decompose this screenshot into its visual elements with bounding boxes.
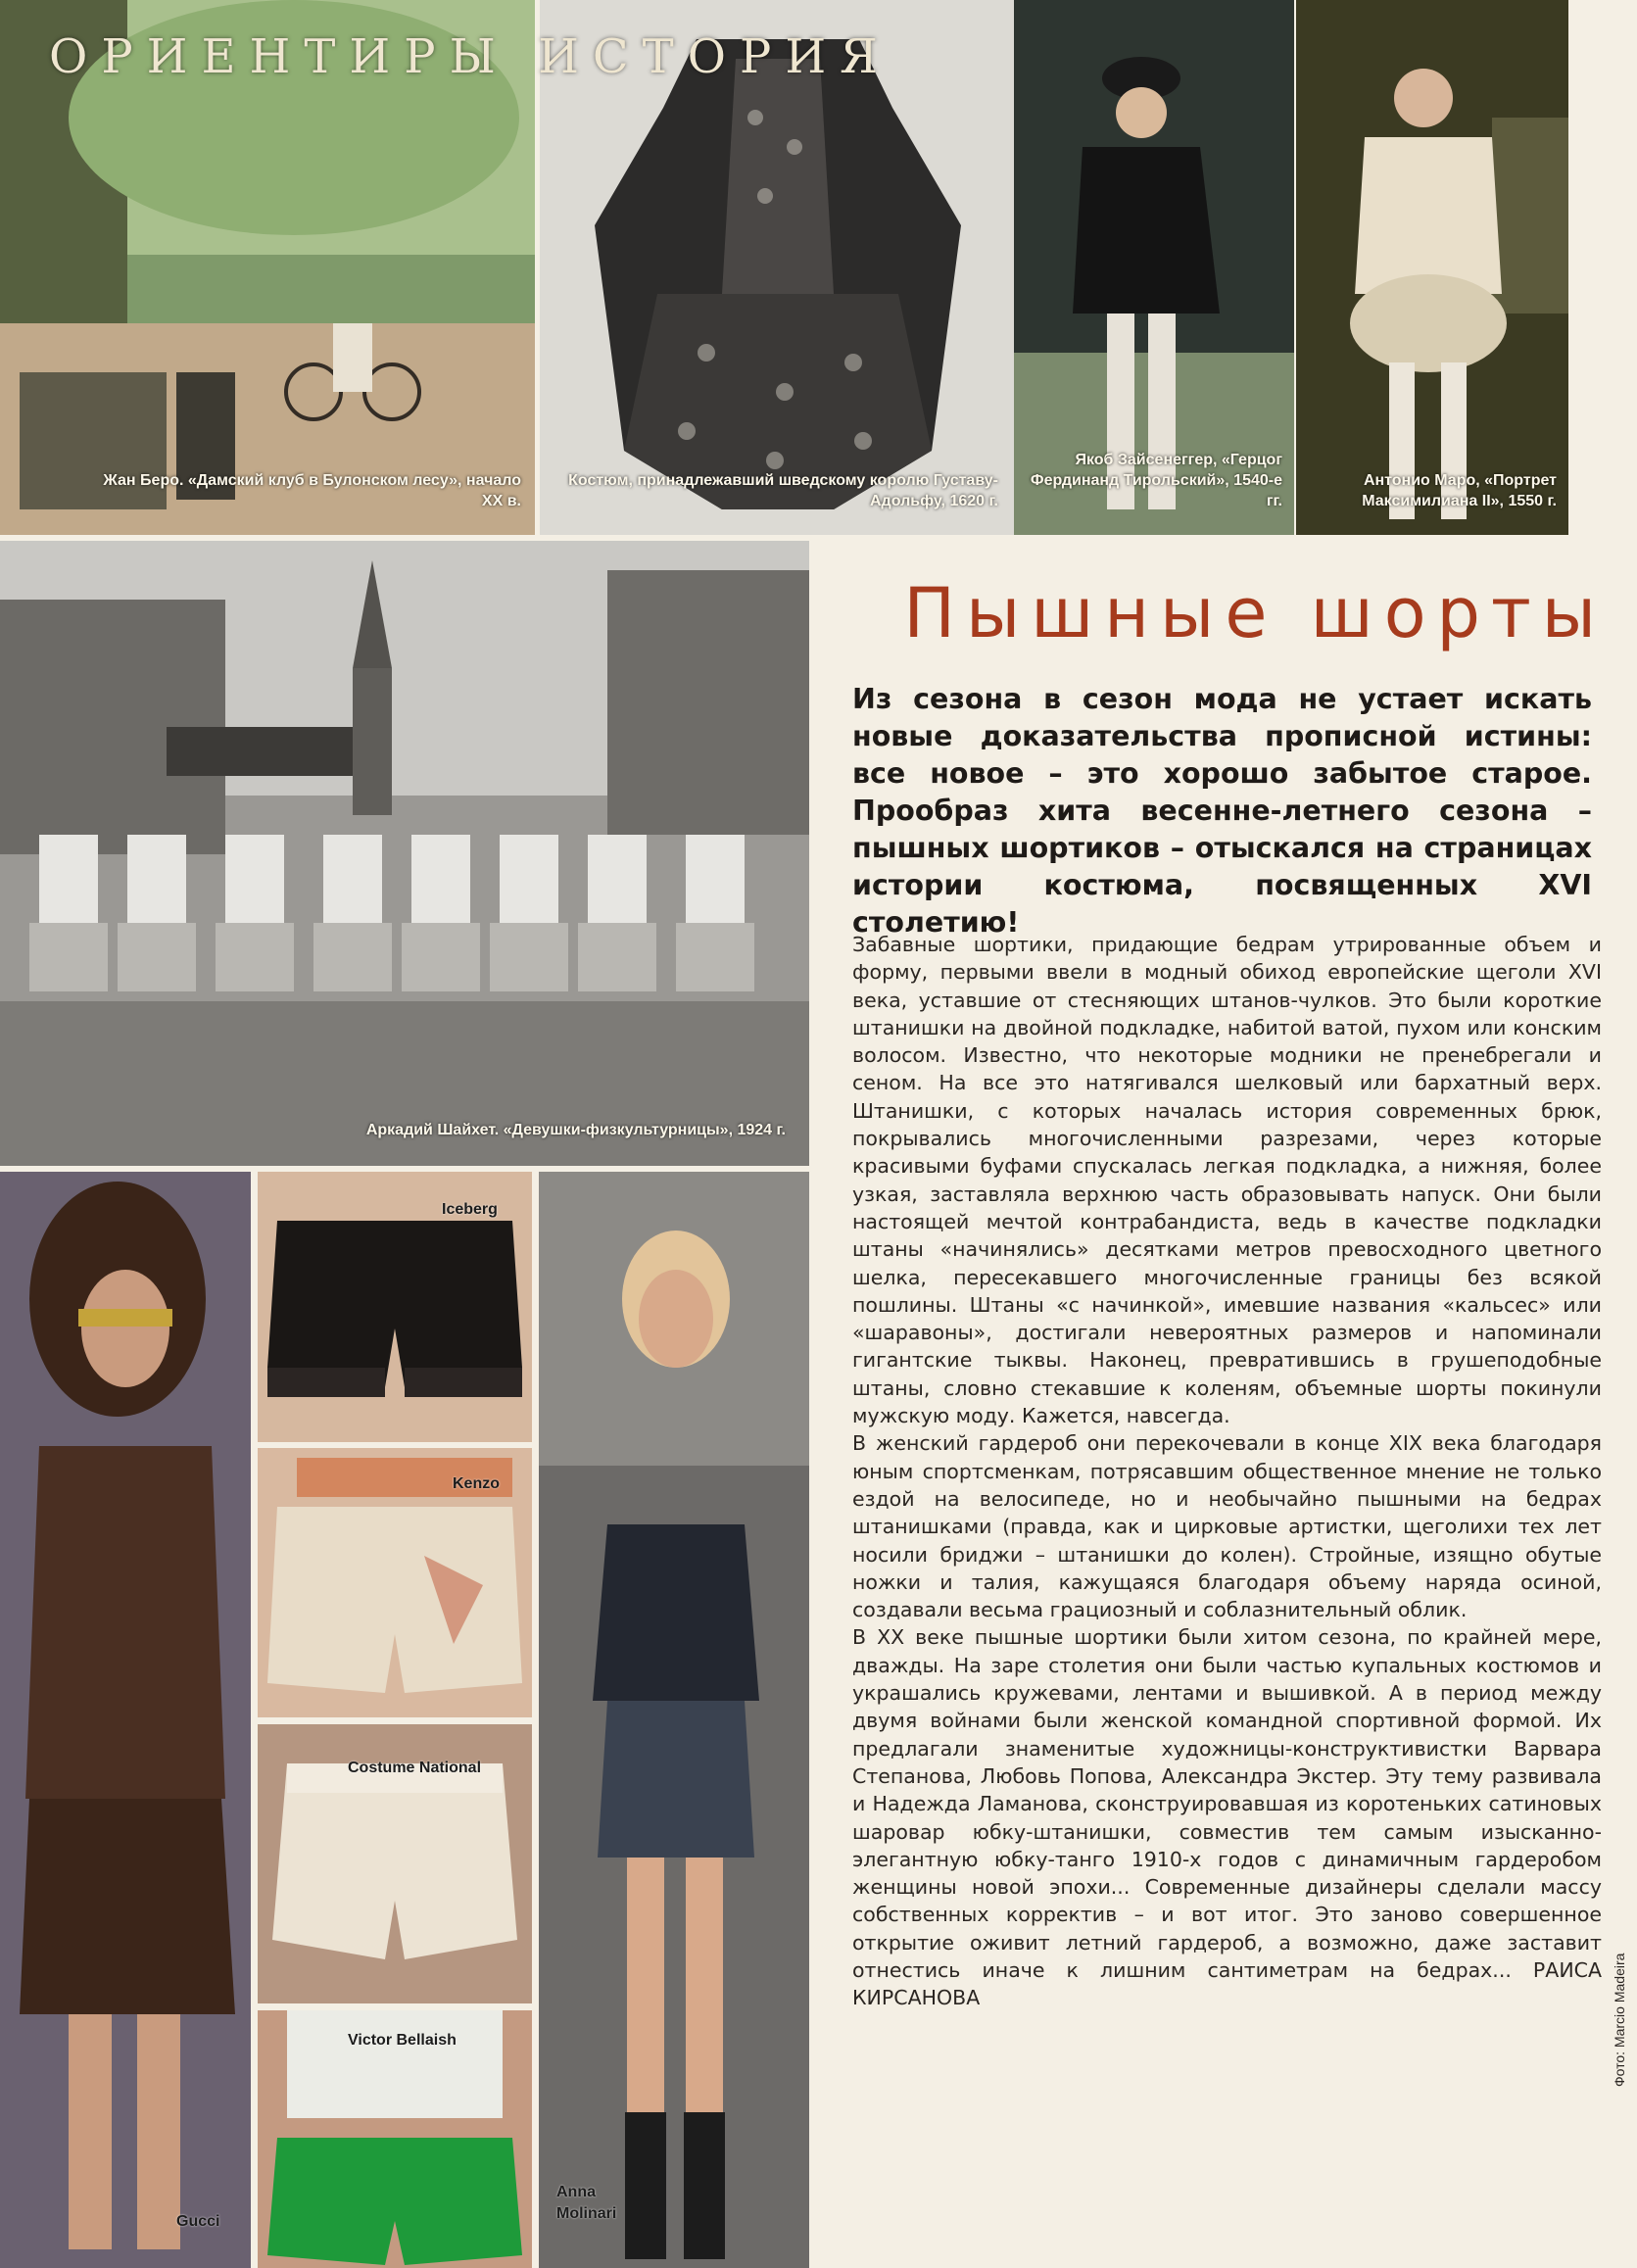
body-paragraph-2: В женский гардероб они перекочевали в конце XIX века благодаря юным спортсменкам, потрясавшим общественное мнение не только ездой на велосипеде, но и необычайно пышными на бедрах штанишками (правда, как и цирковые артистки, щеголихи тех лет носили бриджи – штанишки до колен). Стройные, изящно обутые ножки и талия, кажущаяся благодаря объему наряда осиной, создавали весьма грациозный и соблазнительный облик. xyxy=(852,1431,1602,1622)
body-paragraph-1: Забавные шортики, придающие бедрам утрированные объем и форму, первыми ввели в модный обиход европейские щеголи XVI века, уставшие от стесняющих штанов-чулков. Это были короткие штанишки на двойной подкладке, набитой ватой, пухом или конским волосом. Известно, что некоторые модники не пренебрегали и сеном. На все это натягивался шелковый или бархатный верх. Штанишки, с которых началась история современных брюк, покрывались многочисленными разрезами, через которые красивыми буфами спускалась легкая подкладка, а нижняя, более узкая, заставляла верхнюю часть образовывать напуск. Они были настоящей мечтой контрабандиста, ведь в качестве подкладки штаны «начинялись» десятками метров превосходного цветного шелка, пересекавшего многочисленные границы без всякой пошлины. Штаны «с начинкой», имевшие названия «кальсес» или «шаравоны», достигали невероятных размеров и напоминали гигантские тыквы. Наконец, превратившись в грушеподобные штаны, словно стекавшие к коленям, объемные шорты покинули мужскую моду. Кажется, навсегда. xyxy=(852,933,1602,1428)
photo-seisenegger-portrait xyxy=(1014,0,1294,535)
brand-victor-bellaish: Victor Bellaish xyxy=(348,2032,457,2049)
section-title: ОРИЕНТИРЫ ИСТОРИЯ xyxy=(49,29,891,84)
photo-moro-portrait xyxy=(1296,0,1568,535)
body-paragraph-3: В XX веке пышные шортики были хитом сезона, по крайней мере, дважды. На заре столетия они были частью купальных костюмов и украшались кружевами, лентами и вышивкой. А в период между двумя войнами были женской командной спортивной формой. Их предлагали знаменитые художницы-конструктивистки Варвара Степанова, Любовь Попова, Александра Экстер. Эту тему развивала и Надежда Ламанова, сконструировавшая из коротеньких сатиновых шаровар юбку-штанишки, совместив тем самым изысканно-элегантную юбку-танго 1910-х годов с динамичным гардеробом женщины новой эпохи... Современные дизайнеры сделали массу собственных корректив – и вот итог. Это заново совершенное открытие оживит летний гардероб, а возможно, даже заставит отнестись иначе к лишним сантиметрам на бедрах... РАИСА КИРСАНОВА xyxy=(852,1625,1602,2010)
caption-seisenegger: Якоб Зайсенеггер, «Герцог Фердинанд Тирольский», 1540-е гг. xyxy=(1030,452,1282,509)
photo-kenzo-shorts xyxy=(258,1448,532,1717)
photo-shaikhet-athletes xyxy=(0,541,809,1166)
photo-anna-molinari-look xyxy=(539,1172,809,2268)
photo-victor-bellaish-shorts xyxy=(258,2010,532,2268)
brand-gucci: Gucci xyxy=(176,2213,220,2230)
photo-gucci-look xyxy=(0,1172,251,2268)
caption-shaikhet: Аркадий Шайхет. «Девушки-физкультурницы», 1924 г. xyxy=(365,1122,786,1138)
photo-costume-national-shorts xyxy=(258,1724,532,2003)
brand-kenzo: Kenzo xyxy=(453,1475,500,1492)
photo-iceberg-shorts xyxy=(258,1172,532,1442)
caption-bero: Жан Беро. «Дамский клуб в Булонском лесу», начало XX в. xyxy=(103,472,521,509)
photo-credit: Фото: Marcio Madeira xyxy=(1612,1953,1627,2087)
brand-anna-molinari: Anna Molinari xyxy=(556,2184,617,2222)
brand-iceberg: Iceberg xyxy=(442,1201,498,1218)
caption-royal-costume: Костюм, принадлежавший шведскому королю Густаву-Адольфу, 1620 г. xyxy=(568,472,998,509)
article-lead: Из сезона в сезон мода не устает искать новые доказательства прописной истины: все новое – это хорошо забытое старое. Прообраз хита весенне-летнего сезона – пышных шортиков – отыскался на страницах истории костюма, посвященных XVI столетию! xyxy=(852,683,1592,939)
article-body xyxy=(852,931,1602,2012)
article-headline: Пышные шорты xyxy=(903,573,1607,653)
brand-costume-national: Costume National xyxy=(348,1760,482,1776)
caption-moro: Антонио Маро, «Портрет Максимилиана II», 1550 г. xyxy=(1362,472,1557,509)
